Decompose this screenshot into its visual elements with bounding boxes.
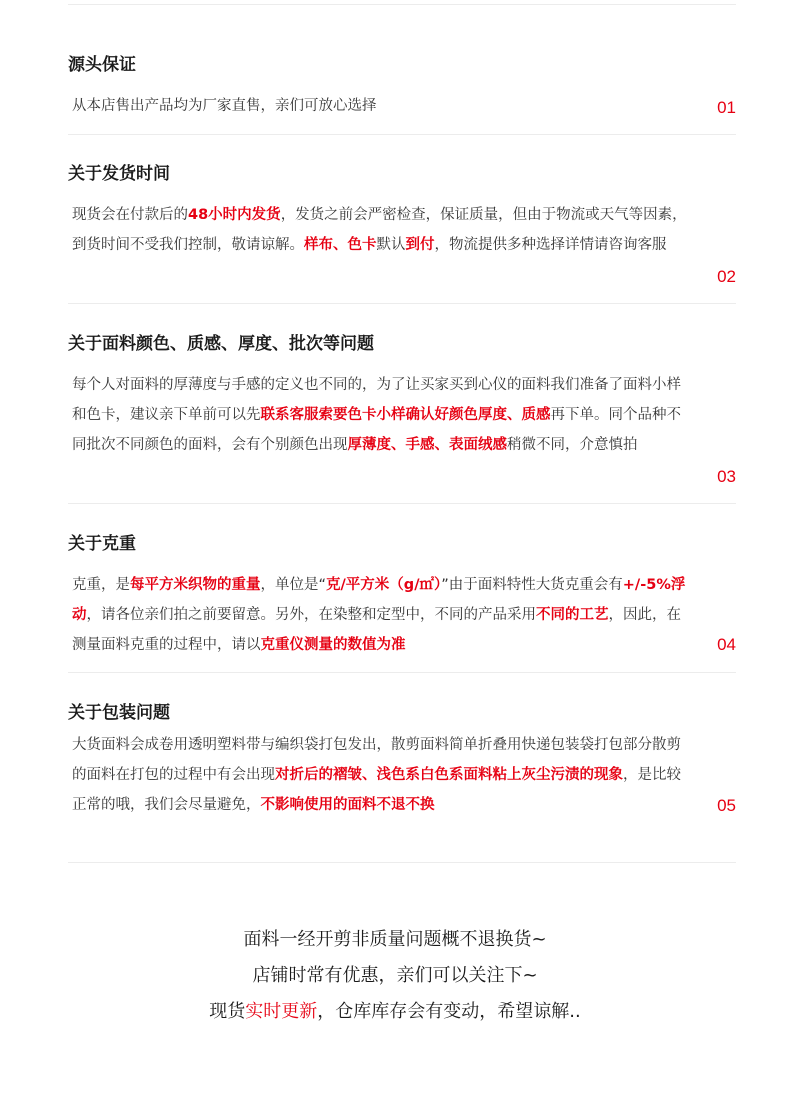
section-fabric-weight bbox=[68, 533, 736, 663]
section-body bbox=[72, 91, 692, 121]
highlight-text: 样布、色卡 bbox=[304, 237, 377, 253]
footer-line-stock-highlight: 实时更新 bbox=[245, 1001, 318, 1022]
body-text: ，单位是“ bbox=[260, 577, 327, 593]
body-text: ，发货之前会严密检查，保证质量，但由于物流或天气等因素，到货时间不受我们控制，敬请谅解。 bbox=[72, 207, 687, 253]
body-text: 从本店售出产品均为厂家直售，亲们可放心选择 bbox=[72, 98, 377, 114]
highlight-text: 每平方米织物的重量 bbox=[130, 577, 261, 593]
highlight-text: 48小时内发货 bbox=[188, 207, 281, 223]
section-title: 关于发货时间 bbox=[68, 164, 170, 184]
section-title: 关于面料颜色、质感、厚度、批次等问题 bbox=[68, 334, 374, 354]
section-number: 04 bbox=[717, 635, 736, 654]
section-body bbox=[72, 570, 692, 660]
footer-notice bbox=[0, 922, 790, 1030]
highlight-text: 联系客服索要色卡小样确认好颜色厚度、质感 bbox=[260, 407, 551, 423]
highlight-text: 不同的工艺 bbox=[536, 607, 609, 623]
highlight-text: 厚薄度、手感、表面绒感 bbox=[347, 437, 507, 453]
body-text: ，物流提供多种选择详情请咨询客服 bbox=[434, 237, 667, 253]
section-title: 关于克重 bbox=[68, 534, 136, 554]
divider-1 bbox=[68, 134, 736, 135]
section-title: 源头保证 bbox=[68, 55, 136, 75]
footer-line-discount: 店铺时常有优惠，亲们可以关注下~ bbox=[252, 965, 538, 986]
section-shipping-time bbox=[68, 163, 736, 293]
highlight-text: 到付 bbox=[405, 237, 435, 253]
section-title: 关于包装问题 bbox=[68, 703, 170, 723]
divider-2 bbox=[68, 303, 736, 304]
section-body bbox=[72, 200, 692, 260]
body-text: 再下单。同个品种不同批次不同颜色的面料，会有个别颜色出现 bbox=[72, 407, 681, 453]
body-text: 克重，是 bbox=[72, 577, 130, 593]
highlight-text: 不影响使用的面料不退不换 bbox=[260, 797, 435, 813]
highlight-text: +/-5%浮动 bbox=[72, 577, 686, 623]
body-text: ，是比较正常的哦，我们会尽量避免， bbox=[72, 767, 681, 813]
section-number: 01 bbox=[717, 98, 736, 117]
section-source-guarantee bbox=[68, 54, 736, 124]
section-number: 03 bbox=[717, 467, 736, 486]
section-number: 02 bbox=[717, 267, 736, 286]
body-text: 现货会在付款后的 bbox=[72, 207, 188, 223]
footer-line-no-return: 面料一经开剪非质量问题概不退换货~ bbox=[243, 929, 547, 950]
section-number: 05 bbox=[717, 796, 736, 815]
body-text: 每个人对面料的厚薄度与手感的定义也不同的，为了让买家买到心仪的面料我们准备了面料小样和色卡，建议亲下单前可以先 bbox=[72, 377, 681, 423]
section-fabric-quality bbox=[68, 333, 736, 493]
footer-line-stock bbox=[0, 994, 790, 1030]
body-text: 默认 bbox=[376, 237, 406, 253]
highlight-text: 克重仪测量的数值为准 bbox=[260, 637, 406, 653]
body-text: 大货面料会成卷用透明塑料带与编织袋打包发出，散剪面料简单折叠用快递包装袋打包部分散剪的面料在打包的过程中有会出现 bbox=[72, 737, 681, 783]
body-text: ，请各位亲们拍之前要留意。另外，在染整和定型中，不同的产品采用 bbox=[86, 607, 536, 623]
divider-top bbox=[68, 4, 736, 5]
body-text: 稍微不同，介意慎拍 bbox=[507, 437, 638, 453]
divider-5 bbox=[68, 862, 736, 863]
footer-line-stock-after: ，仓库库存会有变动，希望谅解.. bbox=[317, 1001, 581, 1022]
divider-3 bbox=[68, 503, 736, 504]
section-packaging bbox=[68, 702, 736, 842]
highlight-text: 克/平方米（g/㎡） bbox=[326, 577, 442, 593]
divider-4 bbox=[68, 672, 736, 673]
footer-line-stock-before: 现货 bbox=[209, 1001, 246, 1022]
section-body bbox=[72, 370, 692, 460]
section-body bbox=[72, 730, 692, 820]
body-text: ，因此，在测量面料克重的过程中，请以 bbox=[72, 607, 681, 653]
body-text: ”由于面料特性大货克重会有 bbox=[441, 577, 623, 593]
highlight-text: 对折后的褶皱、浅色系白色系面料粘上灰尘污渍的现象 bbox=[275, 767, 623, 783]
